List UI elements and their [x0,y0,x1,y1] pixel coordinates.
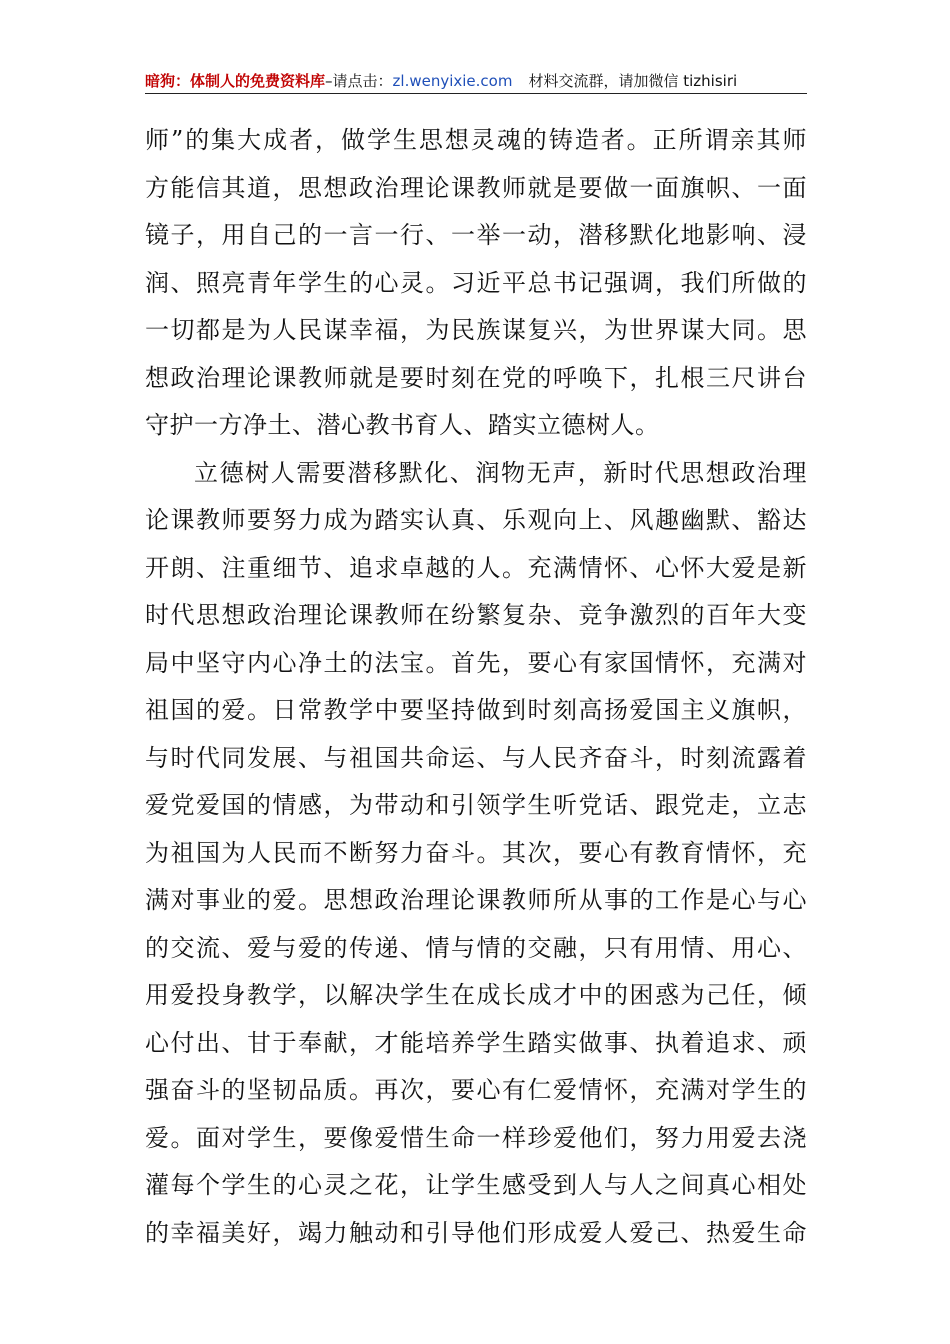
text-line: 的幸福美好，竭力触动和引导他们形成爱人爱己、热爱生命 [145,1218,807,1247]
text-line: 用爱投身教学，以解决学生在成长成才中的困惑为己任，倾 [145,981,807,1009]
text-line: 想政治理论课教师就是要时刻在党的呼唤下，扎根三尺讲台 [145,363,807,392]
text-line: 为祖国为人民而不断努力奋斗。其次，要心有教育情怀，充 [145,838,807,867]
text-line: 镜子，用自己的一言一行、一举一动，潜移默化地影响、浸 [145,221,807,249]
paragraph-start-line: 立德树人需要潜移默化、润物无声，新时代思想政治理 [194,458,807,487]
text-line: 润、照亮青年学生的心灵。习近平总书记强调，我们所做的 [145,268,807,297]
text-line: 的交流、爱与爱的传递、情与情的交融，只有用情、用心、 [145,933,807,962]
header-link[interactable]: zl.wenyixie.com [392,72,513,90]
text-line: 满对事业的爱。思想政治理论课教师所从事的工作是心与心 [145,886,807,914]
text-line: 爱党爱国的情感，为带动和引领学生听党话、跟党走，立志 [145,791,807,819]
text-line: 论课教师要努力成为踏实认真、乐观向上、风趣幽默、豁达 [145,506,807,534]
text-line: 开朗、注重细节、追求卓越的人。充满情怀、心怀大爱是新 [145,553,807,582]
text-line: 强奋斗的坚韧品质。再次，要心有仁爱情怀，充满对学生的 [145,1076,807,1104]
text-line: 一切都是为人民谋幸福，为民族谋复兴，为世界谋大同。思 [145,316,807,344]
text-line: 师”的集大成者，做学生思想灵魂的铸造者。正所谓亲其师 [145,126,807,154]
page-header [145,70,807,92]
document-body [145,117,807,1257]
text-line: 时代思想政治理论课教师在纷繁复杂、竞争激烈的百年大变 [145,601,807,629]
text-line: 方能信其道，思想政治理论课教师就是要做一面旗帜、一面 [145,173,807,202]
text-line: 与时代同发展、与祖国共命运、与人民齐奋斗，时刻流露着 [145,743,807,772]
text-line: 灌每个学生的心灵之花，让学生感受到人与人之间真心相处 [145,1171,807,1199]
text-line: 局中坚守内心净土的法宝。首先，要心有家国情怀，充满对 [145,648,807,677]
header-wechat-note: 材料交流群，请加微信 tizhisiri [528,72,738,90]
header-divider [145,93,807,94]
text-line: 爱。面对学生，要像爱惜生命一样珍爱他们，努力用爱去浇 [145,1123,807,1152]
header-prompt: –请点击： [325,72,393,90]
text-line: 心付出、甘于奉献，才能培养学生踏实做事、执着追求、顽 [145,1028,807,1057]
text-line: 守护一方净土、潜心教书育人、踏实立德树人。 [145,411,660,439]
text-line: 祖国的爱。日常教学中要坚持做到时刻高扬爱国主义旗帜， [145,696,807,724]
header-brand: 暗狗：体制人的免费资料库 [145,72,326,90]
